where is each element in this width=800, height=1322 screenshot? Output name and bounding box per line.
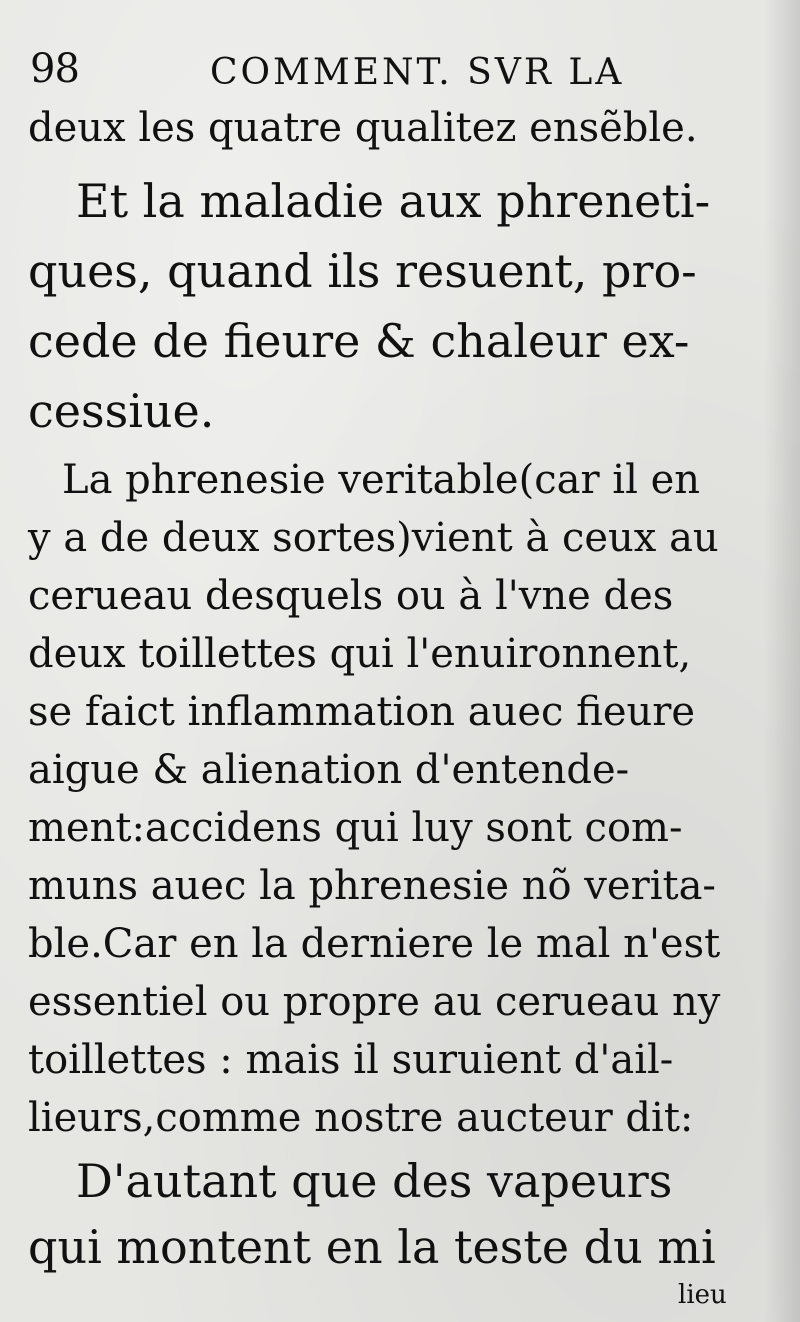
text-line: muns auec la phrenesie nõ verita- — [28, 863, 716, 909]
text-line: deux les quatre qualitez ensẽble. — [28, 105, 698, 151]
catchword: lieu — [678, 1280, 727, 1310]
text-line: deux toillettes qui l'enuironnent, — [28, 631, 692, 677]
text-line: Et la maladie aux phreneti- — [76, 174, 711, 228]
page-edge-shadow — [764, 0, 800, 1322]
text-line: se faict inflammation auec fieure — [28, 689, 696, 735]
text-line: D'autant que des vapeurs — [76, 1154, 673, 1208]
text-line: lieurs,comme nostre aucteur dit: — [28, 1095, 694, 1141]
running-head: COMMENT. SVR LA — [210, 52, 625, 93]
text-line: cerueau desquels ou à l'vne des — [28, 573, 674, 619]
text-line: qui montent en la teste du mi — [28, 1220, 716, 1274]
text-line: ques, quand ils resuent, pro- — [28, 244, 697, 298]
text-line: cessiue. — [28, 384, 215, 438]
text-line: ble.Car en la derniere le mal n'est — [28, 921, 721, 967]
page-number: 98 — [30, 46, 79, 92]
text-line: cede de fieure & chaleur ex- — [28, 314, 690, 368]
text-line: essentiel ou propre au cerueau ny — [28, 979, 721, 1025]
page-header — [30, 40, 750, 100]
text-line: La phrenesie veritable(car il en — [62, 457, 701, 503]
text-line: toillettes : mais il suruient d'ail- — [28, 1037, 674, 1083]
text-line: y a de deux sortes)vient à ceux au — [28, 515, 719, 561]
text-line: aigue & alienation d'entende- — [28, 747, 630, 793]
text-line: ment:accidens qui luy sont com- — [28, 805, 683, 851]
